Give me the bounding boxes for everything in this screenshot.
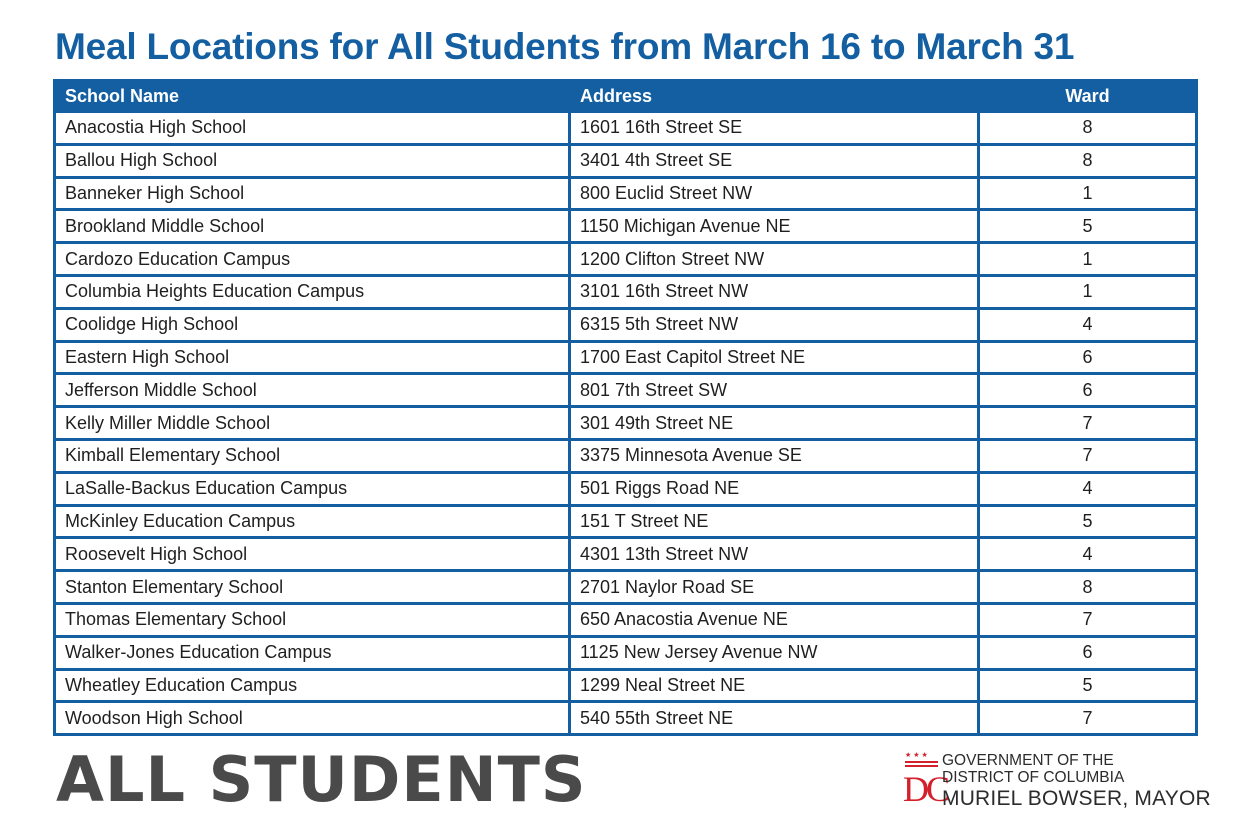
school-name-cell: Brookland Middle School	[56, 211, 568, 241]
table-row	[56, 375, 1195, 405]
school-name-cell: Kimball Elementary School	[56, 441, 568, 471]
table-row	[56, 179, 1195, 209]
table-row	[56, 343, 1195, 373]
table-row	[56, 474, 1195, 504]
school-name-cell: Coolidge High School	[56, 310, 568, 340]
table-row	[56, 507, 1195, 537]
address-cell: 501 Riggs Road NE	[571, 474, 977, 504]
address-cell: 650 Anacostia Avenue NE	[571, 605, 977, 635]
address-cell: 3101 16th Street NW	[571, 277, 977, 307]
ward-cell: 7	[980, 408, 1195, 438]
ward-cell: 7	[980, 441, 1195, 471]
school-name-cell: Kelly Miller Middle School	[56, 408, 568, 438]
address-cell: 1125 New Jersey Avenue NW	[571, 638, 977, 668]
header-address: Address	[571, 82, 977, 110]
ward-cell: 5	[980, 211, 1195, 241]
table-row	[56, 146, 1195, 176]
table-row	[56, 408, 1195, 438]
flag-bar-icon	[905, 761, 938, 763]
address-cell: 3401 4th Street SE	[571, 146, 977, 176]
address-cell: 151 T Street NE	[571, 507, 977, 537]
table-row	[56, 539, 1195, 569]
audience-label: ALL STUDENTS	[56, 743, 587, 816]
table-row	[56, 277, 1195, 307]
logo-line-government: GOVERNMENT OF THE	[942, 752, 1114, 769]
table-row	[56, 211, 1195, 241]
ward-cell: 4	[980, 474, 1195, 504]
table-row	[56, 113, 1195, 143]
star-icons: ★★★	[905, 752, 930, 759]
address-cell: 540 55th Street NE	[571, 703, 977, 733]
school-name-cell: Wheatley Education Campus	[56, 671, 568, 701]
dc-government-logo	[903, 752, 1211, 810]
address-cell: 1700 East Capitol Street NE	[571, 343, 977, 373]
address-cell: 2701 Naylor Road SE	[571, 572, 977, 602]
ward-cell: 6	[980, 375, 1195, 405]
ward-cell: 6	[980, 343, 1195, 373]
address-cell: 1150 Michigan Avenue NE	[571, 211, 977, 241]
school-name-cell: Anacostia High School	[56, 113, 568, 143]
logo-line-mayor: MURIEL BOWSER, MAYOR	[942, 787, 1211, 810]
school-name-cell: LaSalle-Backus Education Campus	[56, 474, 568, 504]
ward-cell: 4	[980, 539, 1195, 569]
school-name-cell: McKinley Education Campus	[56, 507, 568, 537]
dc-letters-logo: DC	[903, 769, 948, 809]
header-school-name: School Name	[56, 82, 568, 110]
ward-cell: 8	[980, 113, 1195, 143]
table-header-row	[56, 82, 1195, 110]
address-cell: 3375 Minnesota Avenue SE	[571, 441, 977, 471]
school-name-cell: Jefferson Middle School	[56, 375, 568, 405]
table-row	[56, 638, 1195, 668]
header-ward: Ward	[980, 82, 1195, 110]
table-row	[56, 441, 1195, 471]
table-row	[56, 310, 1195, 340]
ward-cell: 1	[980, 244, 1195, 274]
address-cell: 1200 Clifton Street NW	[571, 244, 977, 274]
school-name-cell: Columbia Heights Education Campus	[56, 277, 568, 307]
school-name-cell: Woodson High School	[56, 703, 568, 733]
address-cell: 4301 13th Street NW	[571, 539, 977, 569]
address-cell: 6315 5th Street NW	[571, 310, 977, 340]
logo-line-district: DISTRICT OF COLUMBIA	[942, 769, 1125, 786]
ward-cell: 1	[980, 277, 1195, 307]
we-are-washington-dc-mark	[903, 752, 948, 809]
school-name-cell: Ballou High School	[56, 146, 568, 176]
table-row	[56, 244, 1195, 274]
meal-locations-table	[53, 79, 1198, 736]
ward-cell: 5	[980, 671, 1195, 701]
school-name-cell: Thomas Elementary School	[56, 605, 568, 635]
ward-cell: 8	[980, 146, 1195, 176]
table-row	[56, 671, 1195, 701]
ward-cell: 4	[980, 310, 1195, 340]
ward-cell: 8	[980, 572, 1195, 602]
table-row	[56, 605, 1195, 635]
school-name-cell: Roosevelt High School	[56, 539, 568, 569]
address-cell: 1299 Neal Street NE	[571, 671, 977, 701]
address-cell: 301 49th Street NE	[571, 408, 977, 438]
ward-cell: 5	[980, 507, 1195, 537]
address-cell: 801 7th Street SW	[571, 375, 977, 405]
flag-bar-icon	[905, 765, 938, 767]
address-cell: 1601 16th Street SE	[571, 113, 977, 143]
page-title: Meal Locations for All Students from March 16 to March 31	[55, 26, 1075, 67]
table-row	[56, 703, 1195, 733]
ward-cell: 7	[980, 605, 1195, 635]
school-name-cell: Cardozo Education Campus	[56, 244, 568, 274]
school-name-cell: Walker-Jones Education Campus	[56, 638, 568, 668]
school-name-cell: Stanton Elementary School	[56, 572, 568, 602]
ward-cell: 6	[980, 638, 1195, 668]
ward-cell: 1	[980, 179, 1195, 209]
ward-cell: 7	[980, 703, 1195, 733]
table-row	[56, 572, 1195, 602]
school-name-cell: Eastern High School	[56, 343, 568, 373]
school-name-cell: Banneker High School	[56, 179, 568, 209]
address-cell: 800 Euclid Street NW	[571, 179, 977, 209]
